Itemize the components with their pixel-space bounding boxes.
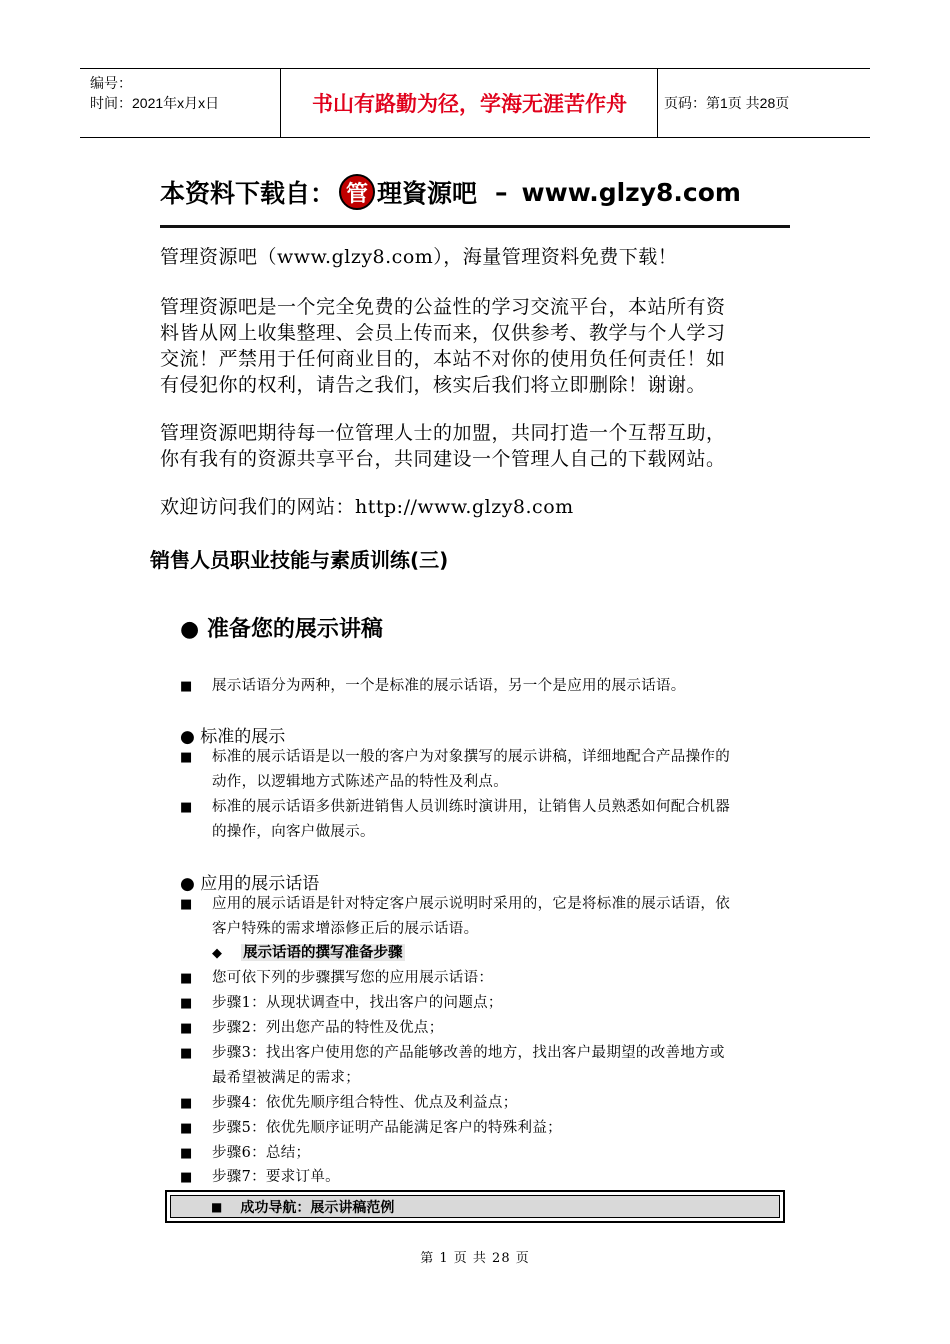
list-item-text: 标准的展示话语是以一般的客户为对象撰写的展示讲稿，详细地配合产品操作的	[212, 749, 730, 765]
square-bullet-icon: ■	[180, 1021, 193, 1036]
square-bullet-icon: ■	[180, 996, 193, 1011]
list-item-text: 最希望被满足的需求；	[212, 1070, 360, 1086]
header-meta	[80, 69, 281, 137]
callout-box	[165, 1190, 785, 1223]
header-page-info: 页码：第1页 共28页	[664, 95, 790, 111]
square-bullet-icon: ■	[211, 1199, 223, 1214]
site-logo-icon: 管	[339, 174, 375, 210]
square-bullet-icon: ■	[180, 1096, 193, 1111]
list-item-text: 的操作，向客户做展示。	[212, 824, 375, 840]
intro-text-line: 管理资源吧是一个完全免费的公益性的学习交流平台，本站所有资	[160, 296, 726, 318]
square-bullet-icon: ■	[180, 1046, 193, 1061]
list-item	[180, 674, 810, 699]
intro-paragraph-invite	[160, 420, 800, 472]
header-time: 时间：2021年x月x日	[90, 95, 220, 111]
list-item	[180, 1141, 810, 1166]
square-bullet-icon: ■	[180, 679, 193, 694]
square-bullet-icon: ■	[180, 897, 193, 912]
intro-text-line: 料皆从网上收集整理、会员上传而来，仅供参考、教学与个人学习	[160, 322, 726, 344]
banner-site-name: 理資源吧	[377, 179, 478, 208]
list-item	[180, 892, 810, 942]
header-number: 编号：	[90, 75, 132, 91]
banner-prefix: 本资料下载自：	[160, 179, 336, 208]
list-item-text: 应用的展示话语是针对特定客户展示说明时采用的，它是将标准的展示话语，依	[212, 896, 730, 912]
list-item	[180, 1116, 810, 1141]
square-bullet-icon: ■	[180, 800, 193, 815]
page-footer: 第 1 页 共 28 页	[420, 1251, 530, 1266]
intro-text-line: 交流！严禁用于任何商业目的，本站不对你的使用负任何责任！如	[160, 348, 726, 370]
list-item-text: 步骤1：从现状调查中，找出客户的问题点；	[212, 995, 503, 1011]
list-item	[180, 795, 810, 845]
list-item	[180, 1165, 810, 1190]
list-item-text: 展示话语分为两种，一个是标准的展示话语，另一个是应用的展示话语。	[212, 678, 686, 694]
list-item-text: 您可依下列的步骤撰写您的应用展示话语：	[212, 970, 494, 986]
intro-text-line: 管理资源吧期待每一位管理人士的加盟，共同打造一个互帮互助，	[160, 422, 726, 444]
diamond-bullet-icon: ◆	[212, 946, 222, 961]
list-item-text: 步骤3：找出客户使用您的产品能够改善的地方，找出客户最期望的改善地方或	[212, 1045, 725, 1061]
list-item	[180, 1041, 810, 1091]
square-bullet-icon: ■	[180, 1170, 193, 1185]
document-header	[80, 68, 870, 138]
list-item-text: 步骤7：要求订单。	[212, 1169, 340, 1185]
square-bullet-icon: ■	[180, 971, 193, 986]
intro-line: 管理资源吧（www.glzy8.com），海量管理资料免费下载！	[160, 246, 678, 268]
square-bullet-icon: ■	[180, 750, 193, 765]
list-item-text: 动作，以逻辑地方式陈述产品的特性及利点。	[212, 774, 508, 790]
subsection-heading-standard: ● 标准的展示	[180, 727, 286, 747]
list-item	[180, 1016, 810, 1041]
square-bullet-icon: ■	[180, 1146, 193, 1161]
sub-heading-label: 展示话语的撰写准备步骤	[243, 944, 403, 961]
callout-inner	[170, 1195, 780, 1218]
intro-text-line: 有侵犯你的权利，请告之我们，核实后我们将立即删除！谢谢。	[160, 374, 707, 396]
intro-paragraph-disclaimer	[160, 294, 800, 398]
banner-dash: –	[495, 177, 508, 207]
list-item	[180, 745, 810, 795]
list-item-text: 步骤6：总结；	[212, 1145, 311, 1161]
list-item-text: 步骤4：依优先顺序组合特性、优点及利益点；	[212, 1095, 518, 1111]
list-item-text: 步骤5：依优先顺序证明产品能满足客户的特殊利益；	[212, 1120, 562, 1136]
list-item-text: 标准的展示话语多供新进销售人员训练时演讲用，让销售人员熟悉如何配合机器	[212, 799, 730, 815]
list-item-text: 步骤2：列出您产品的特性及优点；	[212, 1020, 444, 1036]
subsection-heading-applied: ● 应用的展示话语	[180, 874, 320, 894]
list-item	[180, 991, 810, 1016]
section-heading: ● 准备您的展示讲稿	[180, 617, 383, 642]
banner-divider	[160, 225, 790, 228]
document-title: 销售人员职业技能与素质训练(三)	[150, 548, 449, 572]
list-item-text: 客户特殊的需求增添修正后的展示话语。	[212, 921, 479, 937]
header-motto: 书山有路勤为径，学海无涯苦作舟	[282, 69, 658, 137]
banner-url: www.glzy8.com	[521, 177, 741, 207]
intro-text-line: 你有我有的资源共享平台，共同建设一个管理人自己的下载网站。	[160, 448, 726, 470]
callout-label: 成功导航：展示讲稿范例	[240, 1199, 395, 1216]
source-banner	[160, 170, 790, 214]
intro-welcome: 欢迎访问我们的网站：http://www.glzy8.com	[160, 496, 574, 518]
square-bullet-icon: ■	[180, 1121, 193, 1136]
sub-heading-steps	[212, 942, 405, 965]
list-item	[180, 966, 810, 991]
list-item	[180, 1091, 810, 1116]
